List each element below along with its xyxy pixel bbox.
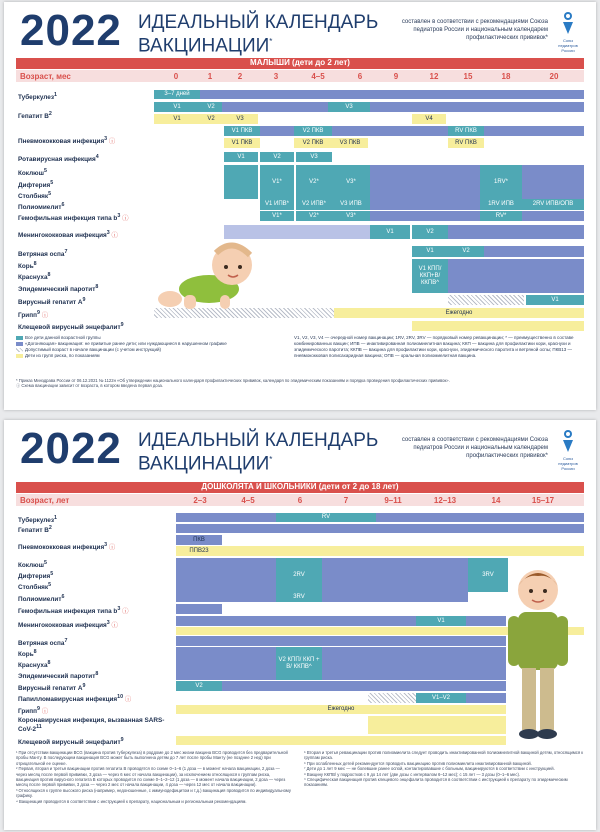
row-label-text: Папилломавирусная инфекция [18, 696, 118, 704]
cell-varicella-catchup [176, 636, 506, 646]
legend-swatch [16, 342, 23, 346]
cell-pneumo-risk: V1 ПКВ [224, 138, 260, 148]
age-col: 15–17 [531, 496, 555, 505]
row-label-sup: 5 [43, 560, 47, 566]
cell-polio: V2 ИПВ* [296, 199, 332, 210]
cell-hpv: V1–V2 [416, 693, 466, 703]
row-label-meningococcal [18, 230, 118, 239]
row-label-tbe [18, 737, 124, 746]
cell-tb: RV [276, 513, 376, 522]
row-label-sup: 8 [95, 284, 99, 290]
row-label-tuberculosis [18, 92, 57, 101]
logo-icon [559, 10, 577, 36]
footnote: ¹ При отсутствии вакцинации BCG (вакцина против туберкулеза) в роддоме до 2 мес жизни вакцина BCG проводится без предварительной пробы Манту. В последующем вакцинация BCG может быть выполнена детям до 7 лет после пробы Манту (не позднее 2 нед) при отрицательной ее оценке. [16, 750, 288, 766]
row-label-text: Менингококковая инфекция [18, 232, 107, 240]
age-header-years [16, 494, 584, 506]
row-label-sup: 9 [36, 706, 40, 712]
title-line-1: ИДЕАЛЬНЫЙ КАЛЕНДАРЬ [138, 12, 379, 33]
cell-pneumo: V1 ПКВ [224, 126, 260, 136]
footnotes-sheet1 [16, 378, 584, 389]
row-label-text: Эпидемический паротит [18, 673, 96, 681]
cell-varicella-catchup [484, 246, 584, 257]
row-label-pertussis [18, 560, 47, 569]
row-label-text: Грипп [18, 312, 37, 320]
cell-varicella: V1 [412, 246, 448, 257]
row-label-diphtheria [18, 180, 53, 189]
row-label-tetanus [18, 191, 51, 200]
calendar-title [138, 431, 378, 473]
row-label-sup: 1 [54, 515, 57, 521]
row-label-mumps [18, 671, 98, 680]
cell-mening: V2 [412, 225, 448, 239]
row-label-hib [18, 606, 128, 615]
footnote: ⁸ Вакцину ККПВ/ у подростков с 9 до 14 лет (две дозы с интервалом 6–12 мес); с 15 лет — 3 дозы (0–1–6 мес). [304, 771, 521, 777]
row-label-sup: 2 [48, 525, 52, 531]
row-label-hepatitis-b [18, 111, 52, 120]
cell-hb-risk: V3 [222, 114, 258, 124]
info-icon: ⓘ [124, 696, 132, 704]
row-label-text: Полиомиелит [18, 596, 62, 604]
row-label-sup: 5 [43, 168, 47, 174]
footnote: ⁴ Вакцинация проводится в соответствии с инструкцией к препарату, национальным и региональным рекомендациям. [16, 798, 247, 804]
cell-pneumo-risk: V2 ПКВ [294, 138, 332, 148]
row-label-tuberculosis [18, 515, 57, 524]
cell-hpv-allowed [368, 693, 416, 703]
age-col: 0 [173, 72, 179, 81]
age-col: 12–13 [433, 496, 457, 505]
title-line-2 [138, 32, 378, 55]
cell-tbe [176, 736, 506, 745]
legend-left [16, 335, 296, 359]
logo-text: Союз педиатров России [558, 456, 578, 471]
age-col: 14 [491, 496, 501, 505]
row-label-sup: 8 [47, 660, 51, 666]
cell-covid [368, 716, 506, 734]
row-label-pertussis [18, 168, 47, 177]
band-school: ДОШКОЛЯТА И ШКОЛЬНИКИ (дети от 2 до 18 лет) [16, 482, 584, 493]
age-col: 2 [237, 72, 243, 81]
row-label-hepatitis-a [18, 683, 86, 692]
cell-hib-catchup [522, 211, 584, 221]
cell-hb-catchup [222, 102, 328, 112]
cell-hb-risk: V1 [154, 114, 200, 124]
age-col: 18 [501, 72, 511, 81]
footnotes-left [16, 750, 292, 804]
footnote: ⁹ Специфическая вакцинация против клещевого энцефалита проводится в соответствии с инструкцией к препарату по эпидемическим показаниям. [304, 777, 568, 788]
info-icon: ⓘ [108, 544, 116, 552]
info-icon: ⓘ [111, 622, 118, 630]
cell-hepa: V2 [176, 681, 222, 691]
logo-text: Союз педиатров России [558, 38, 578, 53]
row-label-text: Туберкулез [18, 517, 54, 525]
footnotes-right [304, 750, 584, 788]
cell-pneumo: V2 ПКВ [294, 126, 332, 136]
row-label-text: Менингококковая инфекция [18, 622, 107, 630]
year-heading: 2022 [20, 6, 122, 55]
cell-polio: V1 ИПВ* [260, 199, 294, 210]
row-label-text: Коклюш [18, 170, 44, 178]
cell-tb-catchup [376, 513, 584, 522]
legend-text: Допустимый возраст в начале вакцинации (с учетом инструкций) [25, 347, 161, 352]
row-label-sup: 5 [48, 191, 52, 197]
row-label-sup: 3 [106, 620, 110, 626]
row-label-text: Ветряная оспа [18, 640, 65, 648]
row-label-text: Пневмококковая инфекция [18, 138, 105, 146]
cell-hb-risk: V2 [200, 114, 222, 124]
cell-mening-catchup [448, 225, 584, 239]
row-label-text: Столбняк [18, 584, 49, 592]
calendar-sheet-school [4, 420, 596, 830]
age-col: 7 [343, 496, 349, 505]
row-label-text: Полиомиелит [18, 204, 62, 212]
age-col: 1 [207, 72, 213, 81]
row-label-sup: 7 [64, 638, 68, 644]
cell-mmr-catchup [176, 647, 276, 680]
row-label-text: Гепатит В [18, 113, 49, 121]
age-col: 6 [297, 496, 303, 505]
row-label-sup: 10 [117, 694, 124, 700]
cell-hb-catchup [176, 524, 584, 533]
row-label-sup: 2 [48, 111, 52, 117]
footnote: ⓘ Схема вакцинации зависит от возраста, в котором введена первая доза. [16, 383, 164, 389]
legend-text: Все дети данной возрастной группы [25, 335, 101, 340]
cell-polio-catchup [370, 199, 480, 210]
age-header-label: Возраст, мес [20, 72, 71, 81]
row-label-text: Гемофильная инфекция типа b [18, 215, 118, 223]
row-label-text: Грипп [18, 708, 37, 716]
row-label-text: Пневмококковая инфекция [18, 544, 105, 552]
row-label-sup: 8 [33, 261, 37, 267]
row-label-meningococcal [18, 620, 118, 629]
row-label-text: Ветряная оспа [18, 251, 65, 259]
cell-rota: V2 [260, 152, 294, 162]
legend-item [16, 353, 296, 359]
info-icon: ⓘ [41, 708, 49, 716]
cell-hepa: V1 [526, 295, 584, 305]
footnote: * Приказ Минздрава России от 06.12.2021 № 1122н «Об утверждении национального календаря профилактических прививок, календаря по эпидемическим показаниям и порядка проведения профилактических прививок». [16, 378, 450, 383]
footnote: ³ Относящихся к группе высокого риска (например, недоношенные, с иммунодефицитом и т.д.) вакцинация проводится по индивидуальному графику. [16, 787, 291, 799]
standing-boy-illustration [498, 560, 578, 750]
footnote: ⁷ Дети до 1 лет 9 мес — не болевшие ранее оспой, контактировавшие с больным, вакцинируются в соответствии с инструкцией. [304, 766, 555, 772]
row-label-varicella [18, 249, 67, 258]
row-label-text: Корь [18, 263, 34, 271]
row-label-text: Ротавирусная инфекция [18, 156, 96, 164]
row-label-sup: 8 [33, 649, 37, 655]
cell-polio: 2RV ИПВ/ОПВ [522, 199, 584, 210]
cell-rota: V1 [224, 152, 258, 162]
cell-mening-catchup [176, 616, 416, 626]
cell-hb: V1 [154, 102, 200, 112]
cell-hib: V3* [332, 211, 370, 221]
age-col: 4–5 [241, 496, 255, 505]
row-label-polio [18, 202, 64, 211]
cell-pneumo-gap [332, 126, 448, 136]
row-label-text: Вирусный гепатит А [18, 685, 83, 693]
cell-hepa-catchup [222, 681, 506, 691]
cell-varicella: V2 [448, 246, 484, 257]
row-label-text: Коронавирусная инфекция, вызванная SARS-CoV-2 [18, 717, 165, 734]
cell-mening: V1 [370, 225, 410, 239]
age-header-months [16, 70, 584, 82]
row-label-text: Корь [18, 651, 34, 659]
year-heading: 2022 [20, 424, 122, 473]
row-label-text: Дифтерия [18, 182, 51, 190]
cell-dtp: V3* [332, 165, 370, 199]
row-label-influenza [18, 706, 48, 715]
info-icon: ⓘ [111, 232, 118, 240]
info-icon: ⓘ [122, 215, 129, 223]
row-label-pneumococcal [18, 136, 115, 145]
age-col: 4–5 [311, 72, 325, 81]
row-label-sup: 3 [117, 606, 121, 612]
cell-mmr: V1 КПП/ ККП+В/ ККПВ^ [412, 259, 448, 293]
cell-hb-catchup [370, 102, 584, 112]
header-note: составлен в соответствии с рекомендациями Союза педиатров России и национальным календарем профилактических прививок* [401, 437, 548, 459]
row-label-sup: 9 [82, 683, 86, 689]
cell-flu: Ежегодно [334, 308, 584, 318]
logo-icon [559, 428, 577, 454]
row-label-sup: 6 [61, 594, 65, 600]
title-mark: * [269, 37, 273, 46]
cell-pneumo-gap [484, 126, 584, 136]
title-line-1: ИДЕАЛЬНЫЙ КАЛЕНДАРЬ [138, 430, 379, 451]
legend-swatch [16, 354, 23, 358]
age-col: 15 [463, 72, 473, 81]
row-label-mumps [18, 284, 98, 293]
row-label-sup: 8 [95, 671, 99, 677]
row-label-influenza [18, 310, 48, 319]
cell-rota: V3 [296, 152, 332, 162]
cell-mening: V1 [416, 616, 466, 626]
row-label-text: Клещевой вирусный энцефалит [18, 739, 121, 747]
row-label-text: Клещевой вирусный энцефалит [18, 324, 121, 332]
band-babies: МАЛЫШИ (дети до 2 лет) [16, 58, 584, 69]
cell-tb-days: 3–7 дней [154, 90, 200, 99]
union-pediatricians-logo [554, 10, 582, 53]
row-label-text: Туберкулез [18, 94, 54, 102]
row-label-sup: 9 [120, 322, 124, 328]
row-label-sup: 9 [120, 737, 124, 743]
cell-pneumo: ПКВ [176, 535, 222, 545]
row-label-hib [18, 213, 128, 222]
title-mark: * [269, 455, 273, 464]
legend-right: V1, V2, V3, V4 — очередной номер вакцинации; 1RV, 2RV, 3RV — порядковый номер ревакцинации; * — преимущественно в составе комбинированных вакцин; ИПВ — инактивированная полиомиелитная вакцина; ККП — вакцина для профилактики кори, краснухи и эпидемического паротита; ККПВ — вакцина для профилактики кори, краснухи, эпидемического паротита и ветряной оспы; ПКВ13 — пневмококковая полисахаридная вакцина; ОПВ — оральная полиомиелитная вакцина. [294, 335, 574, 358]
cell-pneumo-risk: V3 ПКВ [332, 138, 368, 148]
age-col: 9–11 [384, 496, 402, 505]
cell-mmr: V2 КПП/ ККП + В/ ККПВ^ [276, 647, 322, 680]
row-label-sup: 3 [104, 542, 108, 548]
cell-hib: V2* [296, 211, 332, 221]
row-label-hpv [18, 694, 131, 703]
cell-dtp: 1RV* [480, 165, 522, 199]
info-icon: ⓘ [41, 312, 49, 320]
row-label-text: Столбняк [18, 193, 49, 201]
row-label-tetanus [18, 582, 51, 591]
row-label-rubella [18, 272, 50, 281]
cell-hepa-allowed [448, 295, 524, 305]
row-label-text: Краснуха [18, 274, 48, 282]
row-label-sup: 5 [48, 582, 52, 588]
row-label-covid [18, 717, 168, 733]
legend-text: «Догоняющая» вакцинация: не привитые ранее дети; или нуждающиеся в нарушенном графике [25, 341, 227, 346]
cell-hb-risk: V4 [412, 114, 446, 124]
cell-dtp: 3RV [468, 558, 508, 592]
calendar-sheet-babies [4, 2, 596, 410]
row-label-sup: 3 [106, 230, 110, 236]
header-note: составлен в соответствии с рекомендациями Союза педиатров России и национальным календарем профилактических прививок* [401, 19, 548, 41]
row-label-sup: 4 [95, 154, 99, 160]
cell-dtp-catchup [522, 165, 584, 199]
row-label-text: Гепатит В [18, 527, 49, 535]
cell-mmr-catchup [448, 259, 584, 293]
cell-hib: RV* [480, 211, 522, 221]
cell-polio-catchup [322, 592, 468, 602]
cell-hib-catchup [176, 604, 222, 614]
row-label-sup: 5 [50, 180, 54, 186]
cell-polio: 3RV [276, 592, 322, 602]
cell-flu: Ежегодно [176, 705, 506, 714]
cell-pneumo-risk: ППВ23 [176, 546, 222, 556]
row-label-text: Гемофильная инфекция типа b [18, 608, 118, 616]
cell-hib-catchup [370, 211, 480, 221]
cell-pneumo: RV ПКВ [448, 126, 484, 136]
row-label-sup: 5 [50, 571, 54, 577]
row-label-hepatitis-a [18, 297, 86, 306]
cell-hb: V2 [200, 102, 222, 112]
row-label-sup: 3 [117, 213, 121, 219]
row-label-sup: 8 [47, 272, 51, 278]
age-col: 20 [549, 72, 559, 81]
cell-tbe [412, 321, 584, 331]
cell-pneumo-gap [260, 126, 294, 136]
cell-dtp: 2RV [276, 558, 322, 592]
title-line-2-text: ВАКЦИНАЦИИ [138, 453, 270, 475]
footnote: ⁵ Вторая и третья ревакцинации против полиомиелита следует проводить инактивированной полиомиелитной вакциной детям, относящимся к группам риска. [304, 750, 584, 761]
cell-tb-catchup [200, 90, 584, 99]
cell-pneumo-risk: RV ПКВ [448, 138, 484, 148]
row-label-sup: 6 [61, 202, 65, 208]
cell-dtp: V2* [296, 165, 332, 199]
cell-pneumo-risk-band [222, 546, 584, 556]
cell-polio: 1RV ИПВ [480, 199, 522, 210]
row-label-varicella [18, 638, 67, 647]
row-label-sup: 11 [36, 724, 42, 730]
title-line-2-text: ВАКЦИНАЦИИ [138, 35, 270, 57]
row-label-text: Вирусный гепатит А [18, 299, 83, 307]
age-col: 2–3 [193, 496, 207, 505]
age-col: 12 [429, 72, 439, 81]
row-label-sup: 9 [36, 310, 40, 316]
cell-dtp-placeholder [224, 165, 258, 199]
age-col: 9 [393, 72, 399, 81]
row-label-text: Эпидемический паротит [18, 286, 96, 294]
row-label-pneumococcal [18, 542, 115, 551]
row-label-diphtheria [18, 571, 53, 580]
legend-swatch [16, 348, 23, 352]
row-label-sup: 1 [54, 92, 57, 98]
cell-tb-catchup [176, 513, 276, 522]
row-label-measles [18, 261, 37, 270]
row-label-text: Дифтерия [18, 573, 51, 581]
footnote: ⁶ При ослабленных детей рекомендуется проводить вакцинацию против полиомиелита инактивированной вакциной. [304, 760, 532, 766]
age-col: 3 [273, 72, 279, 81]
row-label-sup: 3 [104, 136, 108, 142]
union-pediatricians-logo [554, 428, 582, 471]
cell-dtp-catchup [176, 558, 276, 602]
legend-swatch [16, 336, 23, 340]
row-label-rubella [18, 660, 50, 669]
legend-text: Дети из групп риска, по показаниям [25, 353, 100, 358]
row-label-text: Коклюш [18, 562, 44, 570]
calendar-title [138, 13, 378, 55]
cell-polio: V3 ИПВ [332, 199, 370, 210]
row-label-rotavirus [18, 154, 99, 163]
age-header-label: Возраст, лет [20, 496, 70, 505]
crawling-baby-illustration [154, 237, 264, 317]
row-label-text: Краснуха [18, 662, 48, 670]
cell-mmr-catchup [322, 647, 506, 680]
footnote: ² Первая, вторая и третья вакцинации против гепатита В проводятся по схеме 0–1–6 (1 доза — в момент начала вакцинации, 2 доза — через месяц после первой прививки, 3 доза — через 6 мес от начала вакцинации), за исключением относящихся к группам риска, вакцинация против вирусного гепатита В которых проводится по схеме 0–1–2–12 (1 доза — в момент начала вакцинации, 2 доза — через месяц после первой прививки, 3 доза — через 2 мес от начала вакцинации, 4 доза — через 12 мес от начала вакцинации). [16, 766, 286, 788]
cell-hb: V3 [328, 102, 370, 112]
row-label-tbe [18, 322, 124, 331]
row-label-polio [18, 594, 64, 603]
row-label-sup: 7 [64, 249, 68, 255]
cell-hib: V1* [260, 211, 294, 221]
age-col: 6 [357, 72, 363, 81]
row-label-measles [18, 649, 37, 658]
row-label-sup: 9 [82, 297, 86, 303]
cell-dtp: V1* [260, 165, 294, 199]
row-label-hepatitis-b [18, 525, 52, 534]
info-icon: ⓘ [122, 608, 129, 616]
cell-dtp-catchup [322, 558, 468, 592]
title-line-2 [138, 450, 378, 473]
cell-dtp-catchup [370, 165, 480, 199]
info-icon: ⓘ [108, 138, 116, 146]
